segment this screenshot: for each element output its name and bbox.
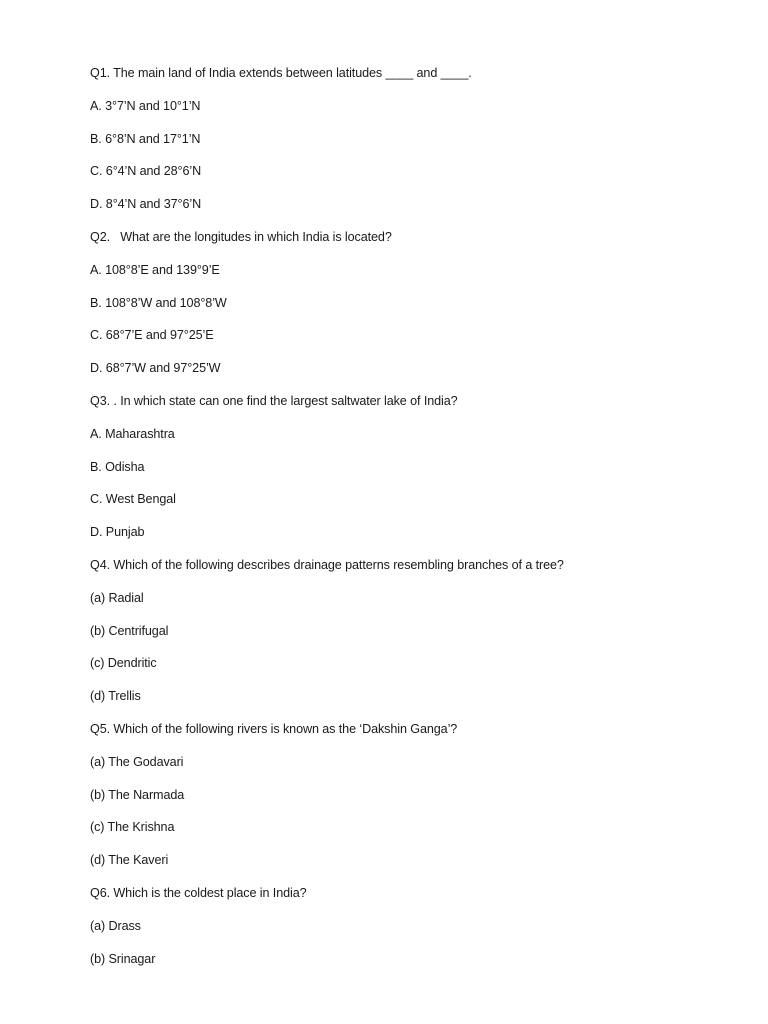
q5-option-c: (c) The Krishna — [90, 820, 175, 835]
q1-option-c: C. 6°4’N and 28°6’N — [90, 164, 202, 179]
question-6: Q6. Which is the coldest place in India? — [90, 885, 307, 900]
q3-option-d: D. Punjab — [90, 525, 145, 540]
q5-option-d: (d) The Kaveri — [90, 853, 169, 868]
q1-option-b: B. 6°8’N and 17°1’N — [90, 131, 201, 146]
q6-option-a: (a) Drass — [90, 918, 141, 933]
q2-option-c: C. 68°7’E and 97°25’E — [90, 328, 214, 343]
q3-option-a: A. Maharashtra — [90, 426, 175, 441]
q1-option-a: A. 3°7’N and 10°1’N — [90, 98, 201, 113]
q5-option-a: (a) The Godavari — [90, 754, 184, 769]
question-5: Q5. Which of the following rivers is known as the ‘Dakshin Ganga’? — [90, 721, 458, 736]
q2-option-d: D. 68°7’W and 97°25’W — [90, 361, 221, 376]
q4-option-d: (d) Trellis — [90, 689, 141, 704]
q5-option-b: (b) The Narmada — [90, 787, 185, 802]
q3-option-b: B. Odisha — [90, 459, 145, 474]
q4-option-a: (a) Radial — [90, 590, 144, 605]
q4-option-c: (c) Dendritic — [90, 656, 157, 671]
question-4: Q4. Which of the following describes drainage patterns resembling branches of a tree? — [90, 557, 564, 572]
question-list — [90, 64, 750, 982]
q1-option-d: D. 8°4’N and 37°6’N — [90, 197, 202, 212]
question-1: Q1. The main land of India extends between latitudes ____ and ____. — [90, 66, 472, 80]
q2-option-a: A. 108°8’E and 139°9’E — [90, 262, 220, 277]
q6-option-b: (b) Srinagar — [90, 951, 156, 966]
q4-option-b: (b) Centrifugal — [90, 623, 169, 638]
q2-option-b: B. 108°8’W and 108°8’W — [90, 295, 227, 310]
q3-option-c: C. West Bengal — [90, 492, 176, 507]
question-2: Q2. What are the longitudes in which India is located? — [90, 229, 392, 244]
question-3: Q3. . In which state can one find the largest saltwater lake of India? — [90, 393, 458, 408]
